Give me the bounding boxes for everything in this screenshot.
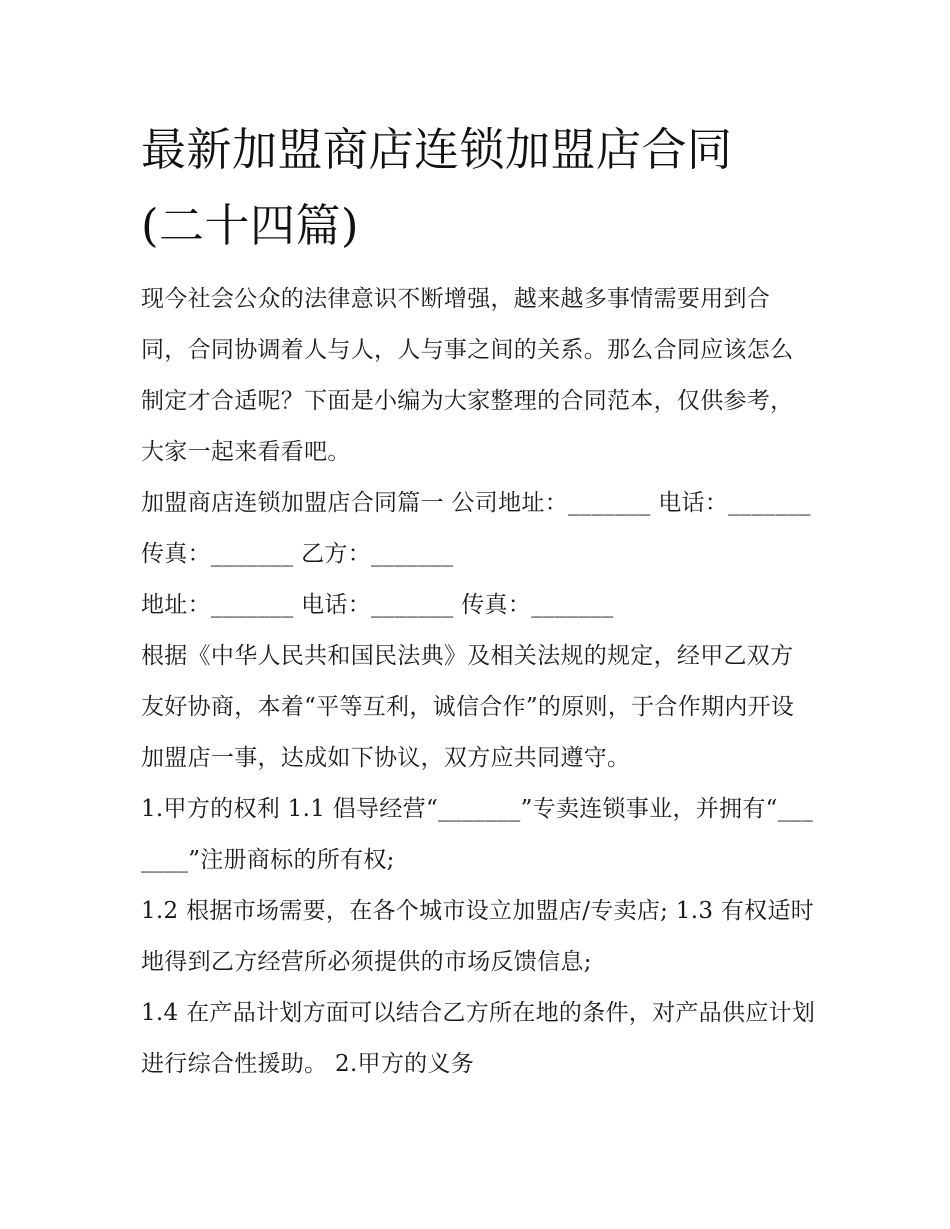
intro-paragraph: 现今社会公众的法律意识不断增强，越来越多事情需要用到合同，合同协调着人与人，人与事之间的关系。那么合同应该怎么制定才合适呢？下面是小编为大家整理的合同范本，仅供参考，大家一起来看看吧。 xyxy=(141,286,794,465)
title-line-2: (二十四篇) xyxy=(141,199,360,252)
document-body xyxy=(141,112,816,1090)
clause-1-4-paragraph: 1.4 在产品计划方面可以结合乙方所在地的条件，对产品供应计划进行综合性援助。 2.甲方的义务 xyxy=(141,1000,816,1077)
title-line-1: 最新加盟商店连锁加盟店合同 xyxy=(141,123,733,176)
document-title xyxy=(141,112,816,264)
clause-1-2-paragraph: 1.2 根据市场需要，在各个城市设立加盟店/专卖店; 1.3 有权适时地得到乙方经营所必须提供的市场反馈信息; xyxy=(141,898,815,975)
party-info-paragraph: 加盟商店连锁加盟店合同篇一 公司地址：_______ 电话：_______ 传真：_______ 乙方：_______ xyxy=(141,490,811,567)
legal-basis-paragraph: 根据《中华人民共和国民法典》及相关法规的规定，经甲乙双方友好协商，本着“平等互利，诚信合作”的原则，于合作期内开设加盟店一事，达成如下协议，双方应共同遵守。 xyxy=(141,643,795,771)
clause-1-paragraph: 1.甲方的权利 1.1 倡导经营“_______”专卖连锁事业，并拥有“_______”注册商标的所有权; xyxy=(141,796,814,873)
address-paragraph: 地址：_______ 电话：_______ 传真：_______ xyxy=(141,592,614,618)
